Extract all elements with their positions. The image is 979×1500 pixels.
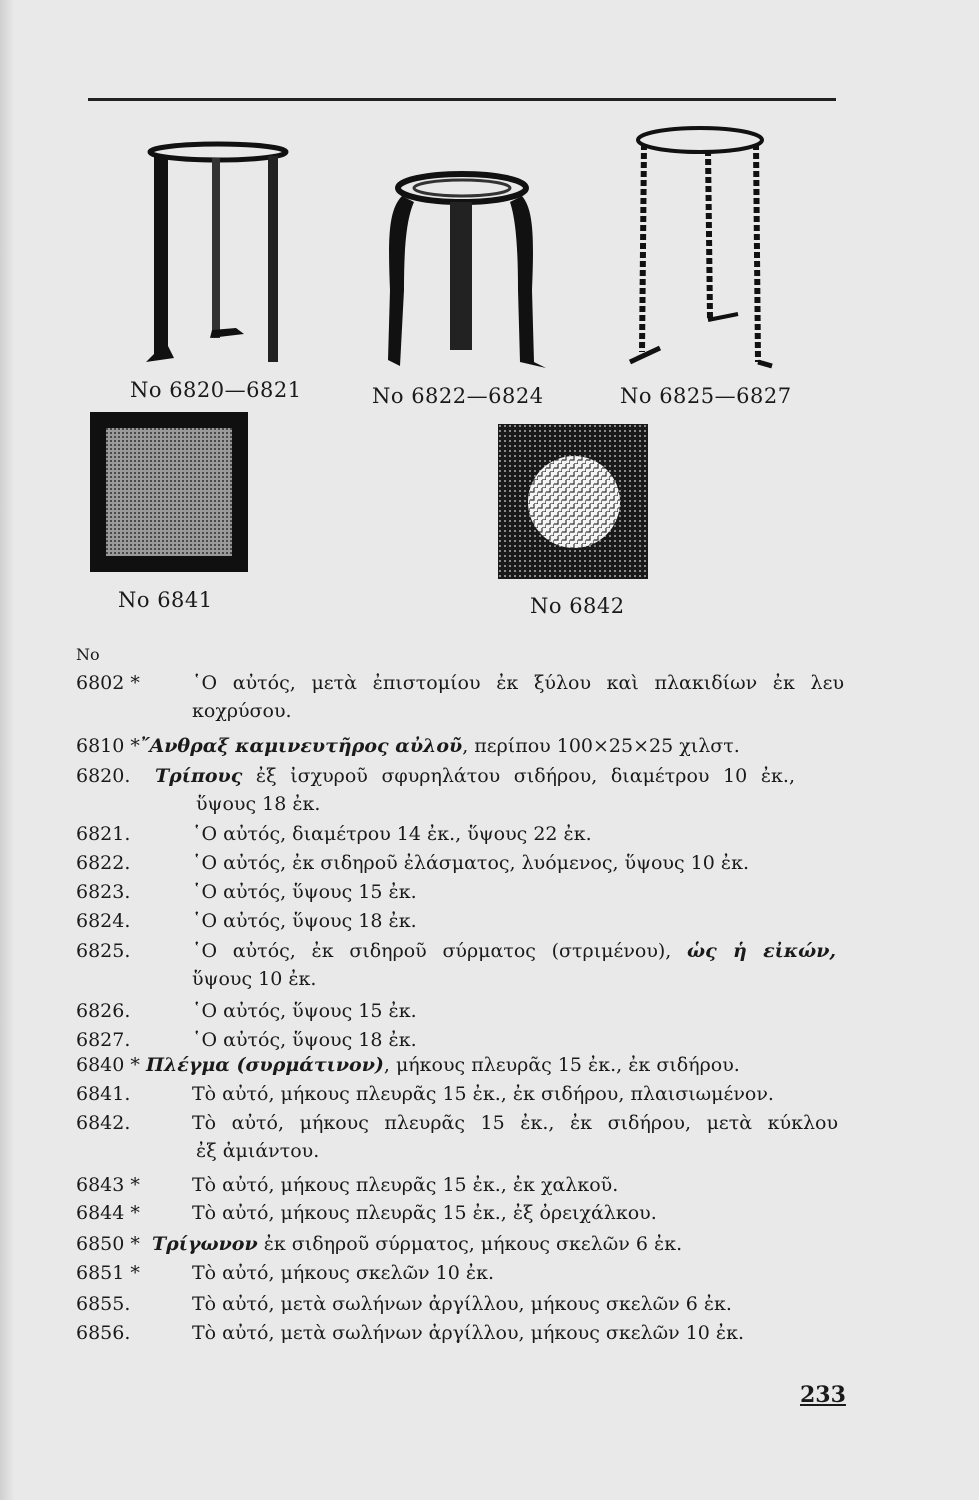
- entry-description: Τὸ αὐτό, μήκους πλευρᾶς 15 ἐκ., ἐκ χαλκοῦ.: [192, 1174, 619, 1196]
- entry-number: 6821.: [76, 823, 131, 845]
- entry-text-line: [192, 1174, 618, 1196]
- entry-description: ῾Ο αὐτός, ἐκ σιδηροῦ σύρματος (στριμένου),: [192, 940, 688, 962]
- entry-description: ἐκ σιδηροῦ σύρματος, μήκους σκελῶν 6 ἐκ.: [257, 1233, 683, 1255]
- entry-description: ῾Ο αὐτός, ὕψους 18 ἐκ.: [192, 910, 417, 932]
- entry-description: , περίπου 100×25×25 χιλστ.: [462, 735, 740, 757]
- entry-number: 6856.: [76, 1322, 131, 1344]
- caption-6842: No 6842: [530, 594, 625, 618]
- entry-number: 6840 *: [76, 1054, 140, 1076]
- entry-text-line: [192, 1202, 657, 1224]
- entry-description: ῾Ο αὐτός, ἐκ σιδηροῦ ἐλάσματος, λυόμενος, ὕψους 10 ἐκ.: [192, 852, 749, 874]
- entry-number: 6825.: [76, 940, 131, 962]
- entry-description: Τὸ αὐτό, μετὰ σωλήνων ἀργίλλου, μήκους σκελῶν 6 ἐκ.: [192, 1293, 732, 1315]
- entry-text-line: [192, 1262, 494, 1284]
- entry-text-line: [155, 765, 795, 787]
- entry-text-line: [192, 881, 417, 903]
- entry-number: 6824.: [76, 910, 131, 932]
- entry-item-name: ῎Ανθραξ καμινευτῆρος αὐλοῦ: [140, 735, 463, 757]
- entry-text-line: [192, 1293, 732, 1315]
- entry-description: ῾Ο αὐτός, μετὰ ἐπιστομίου ἐκ ξύλου καὶ πλακιδίων ἐκ λευ: [192, 672, 844, 694]
- list-header-no: No: [76, 645, 100, 664]
- caption-6841: No 6841: [118, 588, 213, 612]
- entry-description: ὕψους 18 ἐκ.: [196, 793, 321, 815]
- caption-6822-6824: No 6822—6824: [372, 384, 544, 408]
- entry-item-name: ὡς ἡ εἰκών,: [687, 940, 836, 962]
- entry-number: 6827.: [76, 1029, 131, 1051]
- entry-text-line: [192, 852, 749, 874]
- entry-item-name: Πλέγμα (συρμάτινον): [146, 1054, 384, 1076]
- entry-text-line: [192, 940, 836, 962]
- entry-text-line: [192, 1322, 744, 1344]
- entry-number: 6823.: [76, 881, 131, 903]
- entry-description: , μήκους πλευρᾶς 15 ἐκ., ἐκ σιδήρου.: [383, 1054, 740, 1076]
- entry-text-line: [146, 1054, 740, 1076]
- entry-number: 6851 *: [76, 1262, 140, 1284]
- entry-text-line: [192, 968, 316, 990]
- entry-number: 6855.: [76, 1293, 131, 1315]
- entry-description: ἐξ ἰσχυροῦ σφυρηλάτου σιδήρου, διαμέτρου 10 ἐκ.,: [242, 765, 795, 787]
- entry-item-name: Τρίπους: [155, 765, 243, 787]
- entry-text-line: [192, 1029, 417, 1051]
- entry-description: ὕψους 10 ἐκ.: [192, 968, 317, 990]
- entry-description: Τὸ αὐτό, μήκους πλευρᾶς 15 ἐκ., ἐξ ὀρειχάλκου.: [192, 1202, 657, 1224]
- entry-text-line: [192, 700, 292, 722]
- entry-description: Τὸ αὐτό, μήκους πλευρᾶς 15 ἐκ., ἐκ σιδήρου, πλαισιωμένον.: [192, 1083, 774, 1105]
- entry-number: 6841.: [76, 1083, 131, 1105]
- entry-text-line: [196, 1140, 319, 1162]
- entry-description: Τὸ αὐτό, μήκους σκελῶν 10 ἐκ.: [192, 1262, 494, 1284]
- entry-description: ῾Ο αὐτός, ὕψους 15 ἐκ.: [192, 1000, 417, 1022]
- entry-text-line: [192, 1000, 417, 1022]
- entry-number: 6820.: [76, 765, 131, 787]
- entry-text-line: [192, 1112, 838, 1134]
- entry-description: ῾Ο αὐτός, ὕψους 15 ἐκ.: [192, 881, 417, 903]
- entry-description: ἐξ ἀμιάντου.: [196, 1140, 320, 1162]
- entry-description: κοχρύσου.: [192, 700, 292, 722]
- entry-number: 6844 *: [76, 1202, 140, 1224]
- page-number: 233: [800, 1382, 846, 1408]
- entry-text-line: [152, 1233, 682, 1255]
- entry-description: ῾Ο αὐτός, ὕψους 18 ἐκ.: [192, 1029, 417, 1051]
- entry-number: 6842.: [76, 1112, 131, 1134]
- entry-text-line: [140, 735, 740, 757]
- entry-text-line: [192, 910, 417, 932]
- entry-number: 6843 *: [76, 1174, 140, 1196]
- entry-description: Τὸ αὐτό, μετὰ σωλήνων ἀργίλλου, μήκους σκελῶν 10 ἐκ.: [192, 1322, 745, 1344]
- entry-text-line: [192, 823, 592, 845]
- entry-number: 6850 *: [76, 1233, 140, 1255]
- entry-text-line: [196, 793, 320, 815]
- caption-6820-6821: No 6820—6821: [130, 378, 302, 402]
- entry-number: 6802 *: [76, 672, 140, 694]
- entry-number: 6810 *: [76, 735, 140, 757]
- entry-text-line: [192, 1083, 774, 1105]
- entry-description: Τὸ αὐτό, μήκους πλευρᾶς 15 ἐκ., ἐκ σιδήρου, μετὰ κύκλου: [192, 1112, 838, 1134]
- entry-text-line: [192, 672, 844, 694]
- caption-6825-6827: No 6825—6827: [620, 384, 792, 408]
- entry-item-name: Τρίγωνον: [152, 1233, 258, 1255]
- entry-number: 6822.: [76, 852, 131, 874]
- entry-number: 6826.: [76, 1000, 131, 1022]
- entry-description: ῾Ο αὐτός, διαμέτρου 14 ἐκ., ὕψους 22 ἐκ.: [192, 823, 592, 845]
